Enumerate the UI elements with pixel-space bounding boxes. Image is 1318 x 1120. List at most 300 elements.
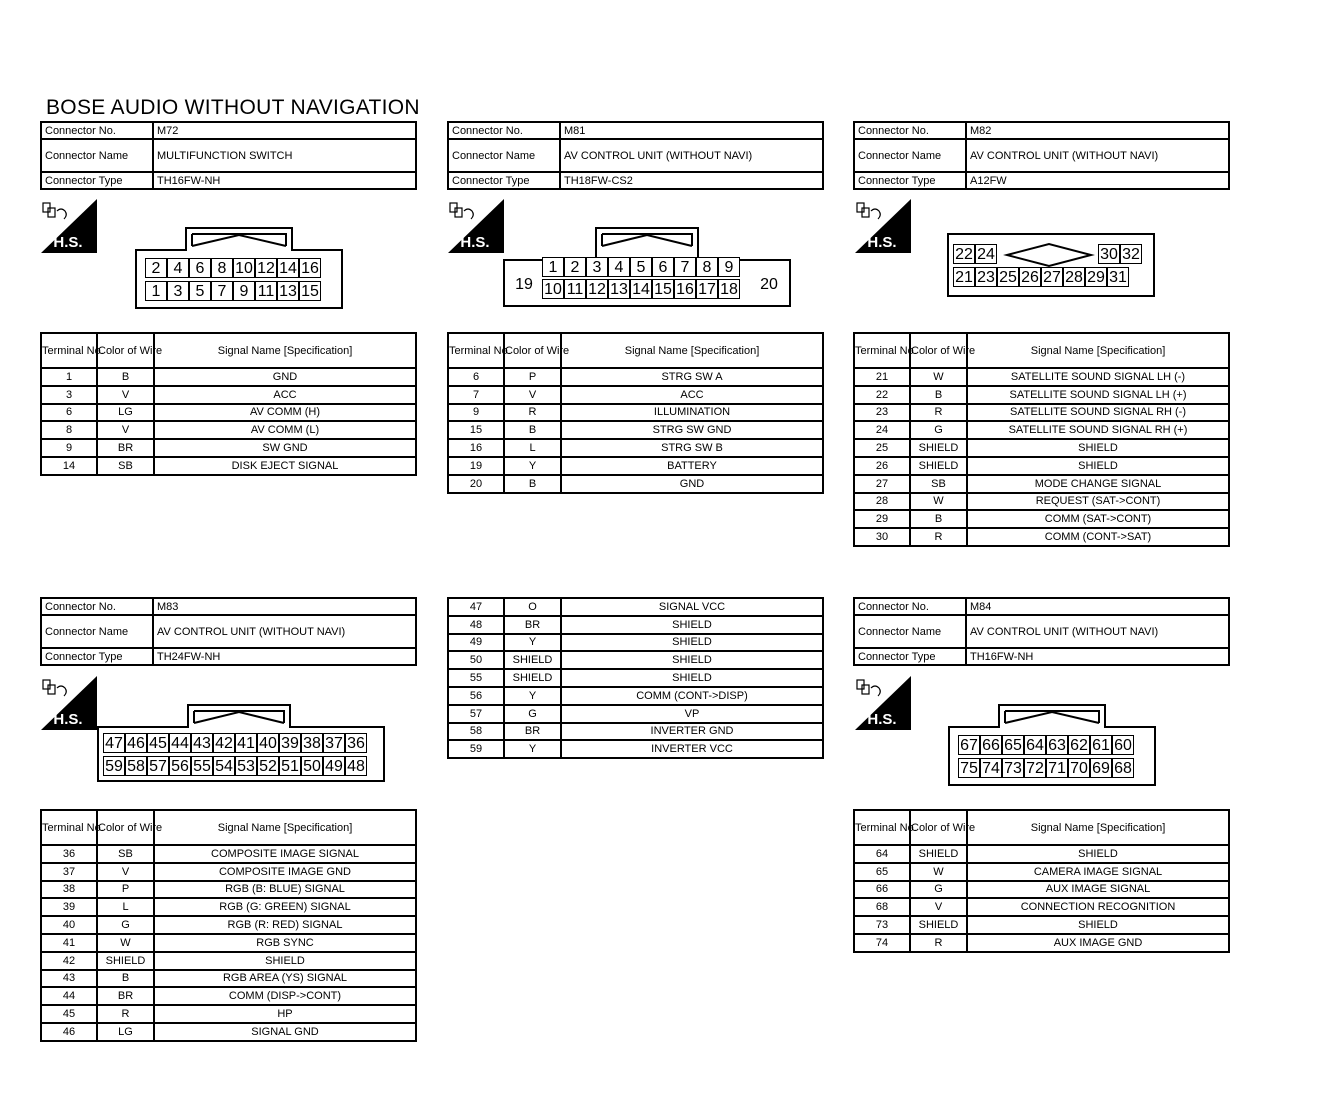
connector-name-value: MULTIFUNCTION SWITCH [153,139,416,172]
col-color: Color of Wire [97,333,154,368]
harness-side-icon [855,676,911,730]
pin-15: 15 [299,281,321,301]
signal-name: AV COMM (L) [154,421,416,439]
connector-m84-info [853,597,1230,666]
pin-30: 30 [1098,244,1120,264]
signal-name: COMM (CONT->DISP) [561,687,823,705]
table-row [41,934,416,952]
signal-name: DISK EJECT SIGNAL [154,457,416,475]
wire-color: R [97,1005,154,1023]
col-terminal: Terminal No. [41,333,97,368]
wire-color: SB [97,457,154,475]
wire-color: B [97,970,154,988]
signal-name: MODE CHANGE SIGNAL [967,475,1229,493]
pin-39: 39 [279,733,301,753]
pin-17: 17 [696,279,718,299]
pin-27: 27 [1041,267,1063,287]
wire-color: V [504,386,561,404]
connector-name-value: AV CONTROL UNIT (WITHOUT NAVI) [153,615,416,648]
signal-name: BATTERY [561,457,823,475]
wire-color: BR [504,723,561,741]
wire-color: W [910,493,967,511]
signal-name: AUX IMAGE GND [967,934,1229,952]
pin-62: 62 [1068,735,1090,755]
signal-name: SHIELD [561,651,823,669]
col-signal: Signal Name [Specification] [154,333,416,368]
pin-row-bottom [145,281,321,301]
pin-11: 11 [255,281,277,301]
signal-name: COMPOSITE IMAGE SIGNAL [154,845,416,863]
wire-color: Y [504,634,561,652]
pin-row-top-right [1098,244,1142,264]
terminal-no: 44 [41,987,97,1005]
signal-name: SHIELD [561,616,823,634]
col-terminal: Terminal No. [854,333,910,368]
table-row [854,528,1229,546]
terminal-no: 57 [448,705,504,723]
pin-52: 52 [257,756,279,776]
pin-74: 74 [980,758,1002,778]
table-row [41,881,416,899]
terminal-no: 27 [854,475,910,493]
pin-37: 37 [323,733,345,753]
pin-61: 61 [1090,735,1112,755]
col-signal: Signal Name [Specification] [154,810,416,845]
pin-66: 66 [980,735,1002,755]
pin-6: 6 [652,257,674,277]
terminal-no: 19 [448,457,504,475]
wire-color: B [97,368,154,386]
pin-46: 46 [125,733,147,753]
harness-side-icon [855,199,911,253]
signal-name: SATELLITE SOUND SIGNAL LH (-) [967,368,1229,386]
table-row [854,475,1229,493]
connector-type-value: A12FW [966,172,1229,189]
pin-51: 51 [279,756,301,776]
signal-name: SHIELD [967,439,1229,457]
signal-name: SHIELD [561,634,823,652]
signal-name: SATELLITE SOUND SIGNAL RH (+) [967,421,1229,439]
terminal-no: 66 [854,881,910,899]
signal-name: CAMERA IMAGE SIGNAL [967,863,1229,881]
signal-name: COMPOSITE IMAGE GND [154,863,416,881]
pin-row-top-left [953,244,997,264]
pin-38: 38 [301,733,323,753]
pin-55: 55 [191,756,213,776]
signal-name: CONNECTION RECOGNITION [967,898,1229,916]
table-row [854,404,1229,422]
terminal-no: 43 [41,970,97,988]
terminal-no: 65 [854,863,910,881]
terminal-no: 9 [41,439,97,457]
signal-name: SHIELD [154,952,416,970]
pin-7: 7 [674,257,696,277]
terminal-no: 74 [854,934,910,952]
harness-side-icon [41,199,97,253]
table-row [448,705,823,723]
terminal-no: 41 [41,934,97,952]
wire-color: L [504,439,561,457]
signal-name: SIGNAL GND [154,1023,416,1041]
pin-12: 12 [586,279,608,299]
hs-label: H.S. [460,234,490,251]
pin-42: 42 [213,733,235,753]
connector-m83-face [96,701,386,783]
pin-6: 6 [189,258,211,278]
connector-no-label: Connector No. [854,598,966,615]
terminal-no: 20 [448,475,504,493]
table-row [854,386,1229,404]
connector-no-label: Connector No. [448,122,560,139]
wire-color: V [97,421,154,439]
signal-name: SW GND [154,439,416,457]
signal-name: RGB SYNC [154,934,416,952]
table-row [448,634,823,652]
pin-5: 5 [630,257,652,277]
pin-1: 1 [542,257,564,277]
table-row [41,404,416,422]
connector-name-value: AV CONTROL UNIT (WITHOUT NAVI) [966,139,1229,172]
signal-name: SHIELD [967,916,1229,934]
signal-name: SHIELD [967,457,1229,475]
pin-64: 64 [1024,735,1046,755]
pin-44: 44 [169,733,191,753]
terminal-no: 21 [854,368,910,386]
col-color: Color of Wire [910,333,967,368]
terminal-no: 64 [854,845,910,863]
connector-type-label: Connector Type [41,648,153,665]
pin-row-bottom [958,758,1134,778]
wire-color: B [504,421,561,439]
terminal-no: 39 [41,898,97,916]
col-terminal: Terminal No. [854,810,910,845]
pin-row-top [145,258,321,278]
signal-name: ACC [154,386,416,404]
signal-name: GND [154,368,416,386]
terminal-table-m83-continued [447,597,824,759]
wire-color: Y [504,740,561,758]
connector-type-value: TH18FW-CS2 [560,172,823,189]
terminal-no: 47 [448,598,504,616]
pin-69: 69 [1090,758,1112,778]
wire-color: SHIELD [504,651,561,669]
connector-m82-info [853,121,1230,190]
wire-color: G [910,421,967,439]
connector-name-label: Connector Name [854,139,966,172]
table-row [41,439,416,457]
wire-color: SHIELD [97,952,154,970]
signal-name: RGB (B: BLUE) SIGNAL [154,881,416,899]
signal-name: SHIELD [967,845,1229,863]
terminal-no: 3 [41,386,97,404]
pin-3: 3 [586,257,608,277]
table-row [41,845,416,863]
wire-color: R [910,404,967,422]
table-row [448,687,823,705]
terminal-no: 9 [448,404,504,422]
wire-color: SHIELD [504,669,561,687]
pin-53: 53 [235,756,257,776]
pin-row-top [542,257,740,277]
pin-2: 2 [145,258,167,278]
pin-54: 54 [213,756,235,776]
wire-color: P [97,881,154,899]
col-terminal: Terminal No. [448,333,504,368]
terminal-no: 28 [854,493,910,511]
table-row [854,368,1229,386]
terminal-no: 37 [41,863,97,881]
table-row [448,740,823,758]
table-row [41,898,416,916]
wire-color: B [910,510,967,528]
pin-36: 36 [345,733,367,753]
wire-color: SHIELD [910,457,967,475]
pin-31: 31 [1107,267,1129,287]
table-row [854,421,1229,439]
terminal-table-m72 [40,332,417,476]
table-row [854,863,1229,881]
pin-10: 10 [542,279,564,299]
pin-16: 16 [674,279,696,299]
pin-3: 3 [167,281,189,301]
pin-4: 4 [167,258,189,278]
pin-12: 12 [255,258,277,278]
col-color: Color of Wire [504,333,561,368]
signal-name: INVERTER GND [561,723,823,741]
table-row [41,863,416,881]
wire-color: V [97,863,154,881]
wire-color: SB [97,845,154,863]
table-row [854,457,1229,475]
terminal-no: 16 [448,439,504,457]
pin-72: 72 [1024,758,1046,778]
wire-color: Y [504,457,561,475]
signal-name: SATELLITE SOUND SIGNAL LH (+) [967,386,1229,404]
pin-60: 60 [1112,735,1134,755]
table-row [41,970,416,988]
signal-name: ILLUMINATION [561,404,823,422]
pin-row-bottom [953,267,1129,287]
terminal-no: 29 [854,510,910,528]
table-row [854,493,1229,511]
terminal-no: 7 [448,386,504,404]
terminal-no: 26 [854,457,910,475]
wire-color: BR [97,439,154,457]
table-row [41,1005,416,1023]
pin-41: 41 [235,733,257,753]
wire-color: LG [97,404,154,422]
pin-16: 16 [299,258,321,278]
hs-label: H.S. [867,711,897,728]
terminal-no: 68 [854,898,910,916]
terminal-no: 56 [448,687,504,705]
col-color: Color of Wire [910,810,967,845]
pin-40: 40 [257,733,279,753]
pin-row-bottom [542,279,740,299]
table-row [41,1023,416,1041]
terminal-no: 22 [854,386,910,404]
connector-type-label: Connector Type [41,172,153,189]
table-row [448,723,823,741]
table-row [448,598,823,616]
table-row [448,368,823,386]
wire-color: W [97,934,154,952]
pin-13: 13 [608,279,630,299]
pin-24: 24 [975,244,997,264]
terminal-no: 55 [448,669,504,687]
wire-color: O [504,598,561,616]
table-row [41,952,416,970]
terminal-table-m81 [447,332,824,494]
col-signal: Signal Name [Specification] [561,333,823,368]
signal-name: HP [154,1005,416,1023]
harness-side-icon [448,199,504,253]
signal-name: SHIELD [561,669,823,687]
table-row [854,510,1229,528]
connector-no-label: Connector No. [41,598,153,615]
terminal-no: 59 [448,740,504,758]
pin-10: 10 [233,258,255,278]
terminal-no: 73 [854,916,910,934]
terminal-no: 46 [41,1023,97,1041]
table-row [41,987,416,1005]
signal-name: COMM (DISP->CONT) [154,987,416,1005]
connector-no-label: Connector No. [854,122,966,139]
terminal-no: 6 [41,404,97,422]
pin-7: 7 [211,281,233,301]
wire-color: L [97,898,154,916]
signal-name: RGB (R: RED) SIGNAL [154,916,416,934]
signal-name: REQUEST (SAT->CONT) [967,493,1229,511]
pin-48: 48 [345,756,367,776]
pin-9: 9 [718,257,740,277]
pin-8: 8 [696,257,718,277]
connector-name-label: Connector Name [448,139,560,172]
col-terminal: Terminal No. [41,810,97,845]
terminal-table-m84 [853,809,1230,953]
wire-color: V [910,898,967,916]
terminal-no: 23 [854,404,910,422]
connector-type-value: TH16FW-NH [153,172,416,189]
table-row [448,439,823,457]
connector-m81-info [447,121,824,190]
harness-side-icon [41,676,97,730]
table-row [41,421,416,439]
pin-29: 29 [1085,267,1107,287]
pin-26: 26 [1019,267,1041,287]
col-color: Color of Wire [97,810,154,845]
connector-type-label: Connector Type [854,172,966,189]
table-row [854,934,1229,952]
pin-58: 58 [125,756,147,776]
connector-m72-face [134,224,344,310]
connector-no-value: M83 [153,598,416,615]
table-row [448,404,823,422]
pin-21: 21 [953,267,975,287]
pin-57: 57 [147,756,169,776]
signal-name: COMM (CONT->SAT) [967,528,1229,546]
pin-13: 13 [277,281,299,301]
connector-m82-face [947,233,1155,297]
pin-71: 71 [1046,758,1068,778]
page-title: BOSE AUDIO WITHOUT NAVIGATION [46,96,420,119]
pin-5: 5 [189,281,211,301]
connector-type-label: Connector Type [448,172,560,189]
pin-9: 9 [233,281,255,301]
signal-name: RGB AREA (YS) SIGNAL [154,970,416,988]
connector-m72-info [40,121,417,190]
pin-14: 14 [630,279,652,299]
terminal-no: 8 [41,421,97,439]
pin-22: 22 [953,244,975,264]
wire-color: G [504,705,561,723]
table-row [448,457,823,475]
pin-15: 15 [652,279,674,299]
connector-no-value: M72 [153,122,416,139]
table-row [41,368,416,386]
pin-left: 19 [508,274,540,296]
pin-1: 1 [145,281,167,301]
pin-56: 56 [169,756,191,776]
pin-65: 65 [1002,735,1024,755]
signal-name: SIGNAL VCC [561,598,823,616]
signal-name: ACC [561,386,823,404]
connector-type-value: TH24FW-NH [153,648,416,665]
pin-68: 68 [1112,758,1134,778]
wire-color: G [910,881,967,899]
pin-70: 70 [1068,758,1090,778]
pin-28: 28 [1063,267,1085,287]
terminal-no: 36 [41,845,97,863]
signal-name: STRG SW A [561,368,823,386]
pin-2: 2 [564,257,586,277]
wire-color: BR [97,987,154,1005]
pin-50: 50 [301,756,323,776]
wire-color: SHIELD [910,439,967,457]
terminal-no: 48 [448,616,504,634]
signal-name: STRG SW GND [561,421,823,439]
table-row [854,439,1229,457]
pin-row-top [103,733,367,753]
connector-name-label: Connector Name [854,615,966,648]
pin-49: 49 [323,756,345,776]
signal-name: SATELLITE SOUND SIGNAL RH (-) [967,404,1229,422]
col-signal: Signal Name [Specification] [967,333,1229,368]
terminal-no: 40 [41,916,97,934]
table-row [448,475,823,493]
pin-75: 75 [958,758,980,778]
terminal-table-m83 [40,809,417,1042]
terminal-no: 14 [41,457,97,475]
pin-14: 14 [277,258,299,278]
signal-name: VP [561,705,823,723]
table-row [854,898,1229,916]
connector-type-label: Connector Type [854,648,966,665]
pin-23: 23 [975,267,997,287]
connector-name-label: Connector Name [41,139,153,172]
connector-m83-info [40,597,417,666]
wire-color: B [504,475,561,493]
table-row [854,916,1229,934]
terminal-no: 15 [448,421,504,439]
signal-name: STRG SW B [561,439,823,457]
table-row [448,421,823,439]
terminal-no: 50 [448,651,504,669]
signal-name: RGB (G: GREEN) SIGNAL [154,898,416,916]
table-row [448,669,823,687]
wire-color: W [910,368,967,386]
table-row [448,386,823,404]
